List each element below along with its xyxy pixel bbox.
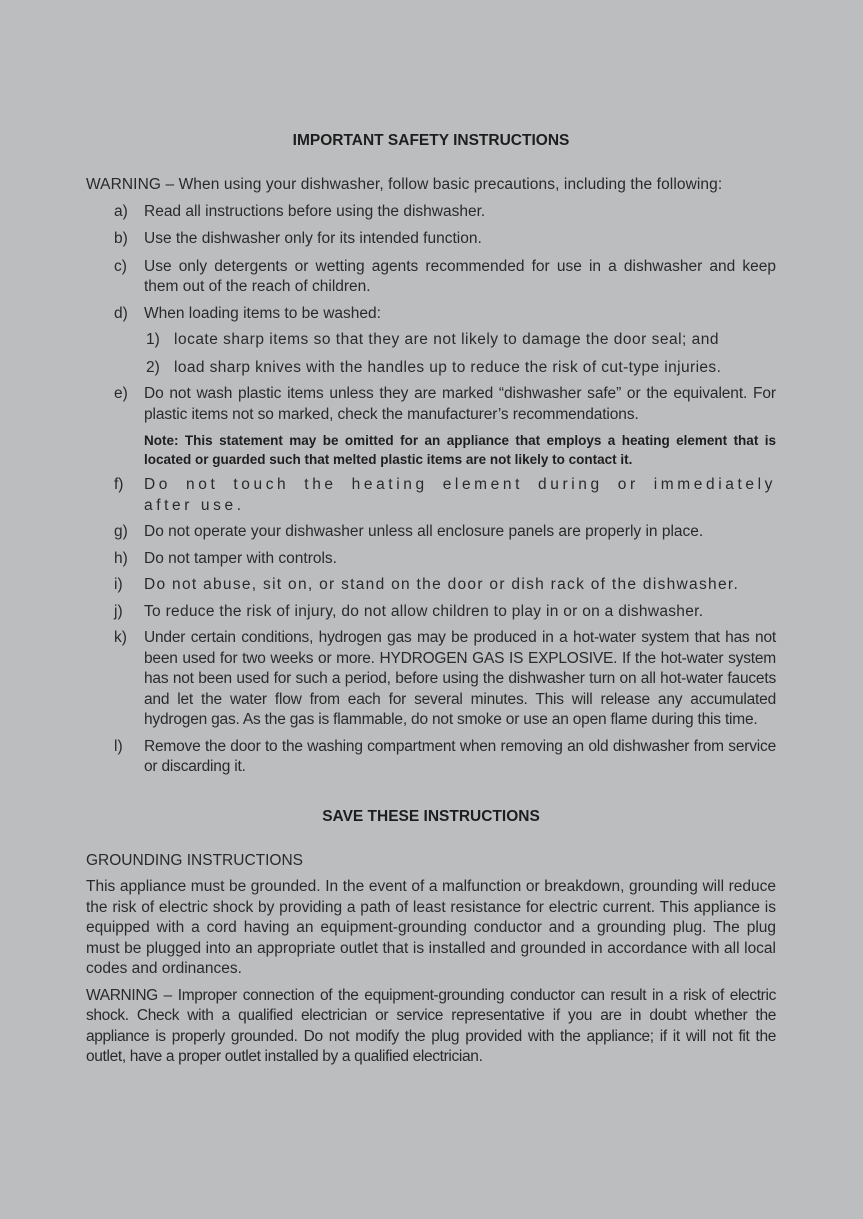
list-item <box>86 602 776 623</box>
list-item <box>86 575 776 596</box>
item-text: Use only detergents or wetting agents recommended for use in a dishwasher and keep them out of the reach of children. <box>144 257 776 295</box>
item-marker: f) <box>114 476 124 493</box>
grounding-paragraph: This appliance must be grounded. In the event of a malfunction or breakdown, grounding will reduce the risk of electric shock by providing a path of least resistance for electric current. This appliance is equipped with a cord having an equipment-grounding conductor and a grounding plug. The plug must be plugged into an appropriate outlet that is installed and grounded in accordance with all local codes and ordinances. <box>86 878 776 977</box>
list-item <box>86 522 776 543</box>
list-item <box>86 202 776 223</box>
page-content <box>86 132 776 1068</box>
list-item <box>86 257 776 298</box>
sub-list-item <box>144 358 776 379</box>
precautions-list <box>86 202 776 778</box>
save-heading: SAVE THESE INSTRUCTIONS <box>322 807 540 825</box>
list-item <box>86 304 776 379</box>
item-marker: j) <box>114 602 123 620</box>
item-text: When loading items to be washed: <box>144 304 381 322</box>
item-marker: a) <box>114 202 128 220</box>
item-text: Use the dishwasher only for its intended function. <box>144 230 482 247</box>
list-item <box>86 229 776 250</box>
item-text: Do not touch the heating element during or immediately after use. <box>144 476 776 514</box>
item-marker: i) <box>114 576 123 593</box>
item-marker: h) <box>114 549 128 567</box>
grounding-heading: GROUNDING INSTRUCTIONS <box>86 851 303 869</box>
item-text: Do not abuse, sit on, or stand on the door or dish rack of the dishwasher. <box>144 576 740 593</box>
item-marker: k) <box>114 629 127 646</box>
list-item <box>86 737 776 778</box>
item-marker: g) <box>114 523 128 540</box>
sub-item-text: locate sharp items so that they are not likely to damage the door seal; and <box>174 331 719 348</box>
item-marker: c) <box>114 257 127 275</box>
item-text: To reduce the risk of injury, do not allow children to play in or on a dishwasher. <box>144 602 704 620</box>
sub-item-text: load sharp knives with the handles up to reduce the risk of cut-type injuries. <box>174 358 722 376</box>
list-item <box>86 628 776 731</box>
page-title: IMPORTANT SAFETY INSTRUCTIONS <box>292 132 570 149</box>
item-text: Under certain conditions, hydrogen gas may be produced in a hot-water system that has not been used for two weeks or more. HYDROGEN GAS IS EXPLOSIVE. If the hot-water system has not been used for such a period, before using the dishwasher turn on all hot-water faucets and let the water flow from each for several minutes. This will release any accumulated hydrogen gas. As the gas is flammable, do not smoke or use an open flame during this time. <box>144 629 776 728</box>
item-text: Read all instructions before using the dishwasher. <box>144 202 486 220</box>
item-text: Remove the door to the washing compartment when removing an old dishwasher from service or discarding it. <box>144 737 776 775</box>
sub-item-marker: 1) <box>146 331 160 348</box>
sub-list-item <box>144 330 776 351</box>
sub-item-marker: 2) <box>146 358 160 376</box>
item-marker: e) <box>114 385 128 402</box>
item-marker: b) <box>114 230 128 247</box>
grounding-warning: WARNING – Improper connection of the equipment-grounding conductor can result in a risk of electric shock. Check with a qualified electrician or service representative if you are in doubt whether the appliance is properly grounded. Do not modify the plug provided with the appliance; if it will not fit the outlet, have a proper outlet installed by a qualified electrician. <box>86 986 776 1065</box>
warning-intro: WARNING – When using your dishwasher, follow basic precautions, including the following: <box>86 176 723 193</box>
item-text: Do not operate your dishwasher unless all enclosure panels are properly in place. <box>144 523 704 540</box>
list-item <box>86 384 776 469</box>
item-text: Do not wash plastic items unless they are marked “dishwasher safe” or the equivalent. For plastic items not so marked, check the manufacturer’s recommendations. <box>144 385 776 423</box>
item-marker: d) <box>114 304 128 322</box>
list-item <box>86 475 776 516</box>
list-item <box>86 549 776 570</box>
note-text: Note: This statement may be omitted for an appliance that employs a heating element that is located or guarded such that melted plastic items are not likely to contact it. <box>144 433 776 467</box>
item-text: Do not tamper with controls. <box>144 549 337 567</box>
item-marker: l) <box>114 737 123 755</box>
